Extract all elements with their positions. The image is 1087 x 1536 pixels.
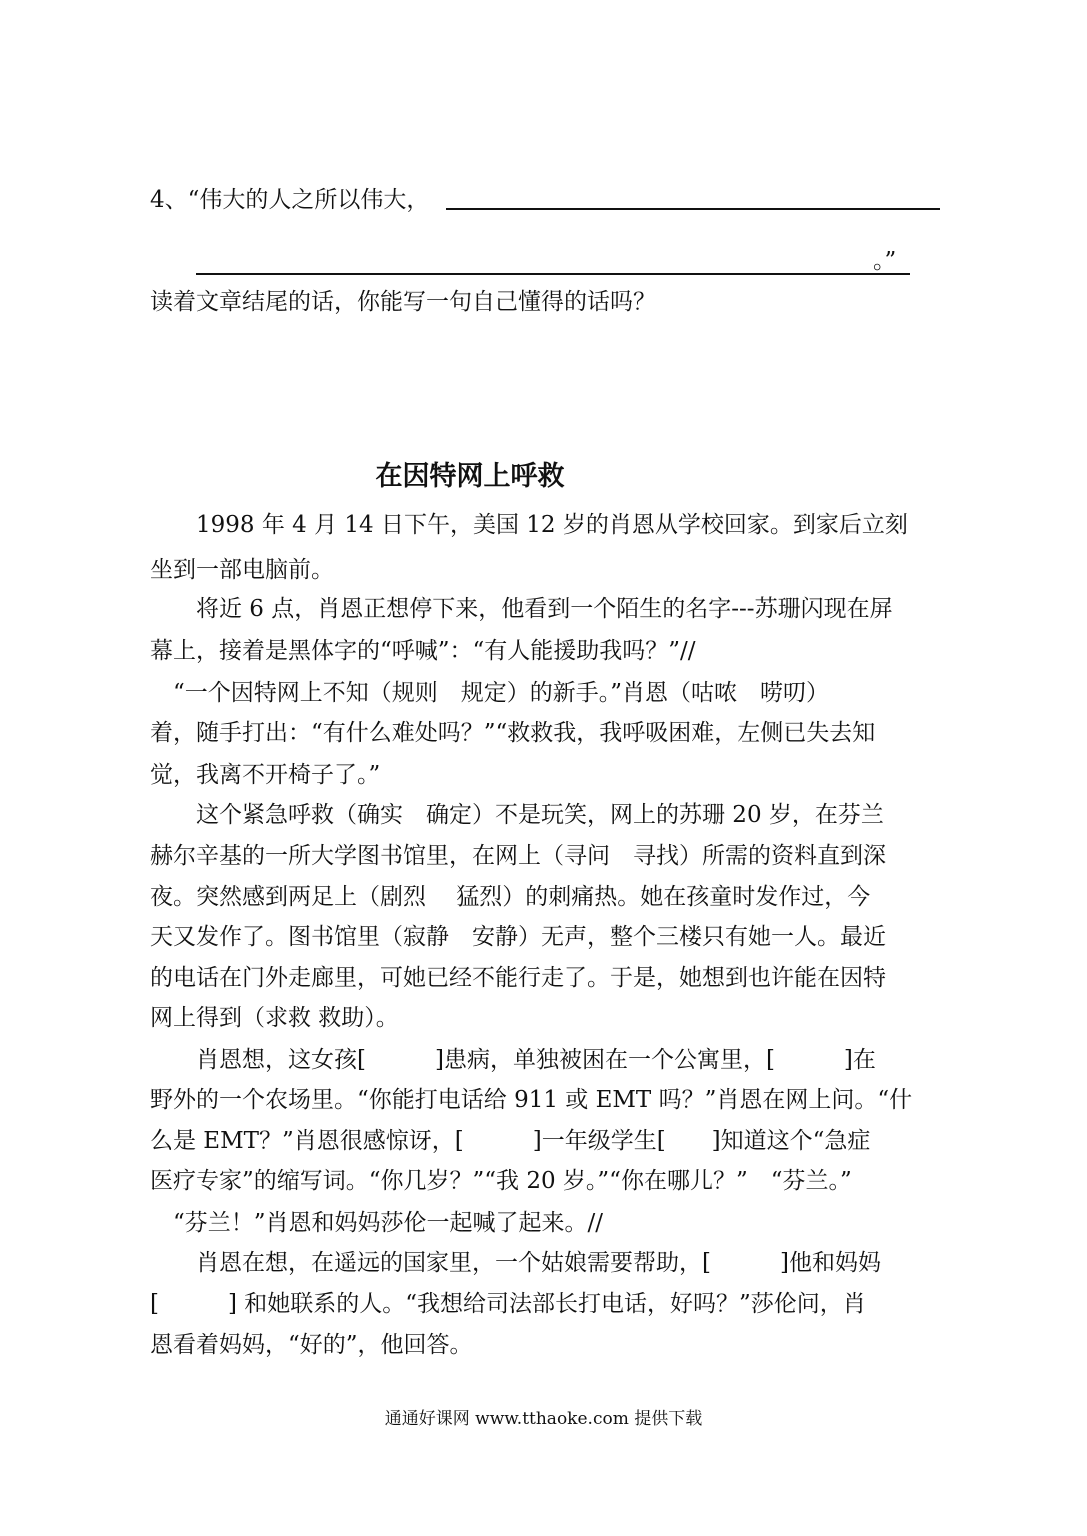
article-line: “一个因特网上不知（规则 规定）的新手。”肖恩（咕哝 唠叨） xyxy=(150,680,830,706)
question4-prefix: 4、“伟大的人之所以伟大， xyxy=(150,187,430,213)
article-line: “芬兰！”肖恩和妈妈莎伦一起喊了起来。// xyxy=(150,1210,604,1236)
article-line: 幕上，接着是黑体字的“呼喊”：“有人能援助我吗？”// xyxy=(150,638,696,664)
question4-line1 xyxy=(150,185,429,215)
article-line: 恩看着妈妈，“好的”，他回答。 xyxy=(150,1332,473,1358)
footer-credit: 通通好课网 www.tthaoke.com 提供下载 xyxy=(384,1409,703,1429)
answer-blank-line-2[interactable] xyxy=(196,273,910,275)
article-line: 赫尔辛基的一所大学图书馆里，在网上（寻问 寻找）所需的资料直到深 xyxy=(150,843,886,869)
article-title: 在因特网上呼救 xyxy=(375,461,565,492)
article-line: 着，随手打出：“有什么难处吗？”“救救我，我呼吸困难，左侧已失去知 xyxy=(150,720,876,746)
article-line: 肖恩在想，在遥远的国家里，一个姑娘需要帮助，[ ]他和妈妈 xyxy=(150,1250,881,1276)
article-line: 坐到一部电脑前。 xyxy=(150,557,334,583)
answer-blank-line-1[interactable] xyxy=(446,208,940,210)
article-line: 觉，我离不开椅子了。” xyxy=(150,762,381,788)
article-line: 天又发作了。图书馆里（寂静 安静）无声，整个三楼只有她一人。最近 xyxy=(150,924,886,950)
article-line: 这个紧急呼救（确实 确定）不是玩笑，网上的苏珊 20 岁，在芬兰 xyxy=(150,802,884,828)
article-line: 网上得到（求救 救助）。 xyxy=(150,1005,399,1031)
article-line: 肖恩想，这女孩[ ]患病，单独被困在一个公寓里，[ ]在 xyxy=(150,1047,876,1073)
article-line: 么是 EMT？”肖恩很感惊讶，[ ]一年级学生[ ]知道这个“急症 xyxy=(150,1128,871,1154)
question4-prompt: 读着文章结尾的话，你能写一句自己懂得的话吗？ xyxy=(150,289,656,315)
article-line: 1998 年 4 月 14 日下午，美国 12 岁的肖恩从学校回家。到家后立刻 xyxy=(150,512,908,538)
article-line: 夜。突然感到两足上（剧烈 猛烈）的刺痛热。她在孩童时发作过，今 xyxy=(150,884,871,910)
question4-suffix: 。” xyxy=(873,248,897,274)
article-line: 医疗专家”的缩写词。“你几岁？”“我 20 岁。”“你在哪儿？” “芬兰。” xyxy=(150,1168,852,1194)
article-line: [ ] 和她联系的人。“我想给司法部长打电话，好吗？”莎伦问，肖 xyxy=(150,1291,866,1317)
article-line: 野外的一个农场里。“你能打电话给 911 或 EMT 吗？”肖恩在网上问。“什 xyxy=(150,1087,913,1113)
article-line: 将近 6 点，肖恩正想停下来，他看到一个陌生的名字---苏珊闪现在屏 xyxy=(150,596,893,622)
article-line: 的电话在门外走廊里，可她已经不能行走了。于是，她想到也许能在因特 xyxy=(150,965,886,991)
